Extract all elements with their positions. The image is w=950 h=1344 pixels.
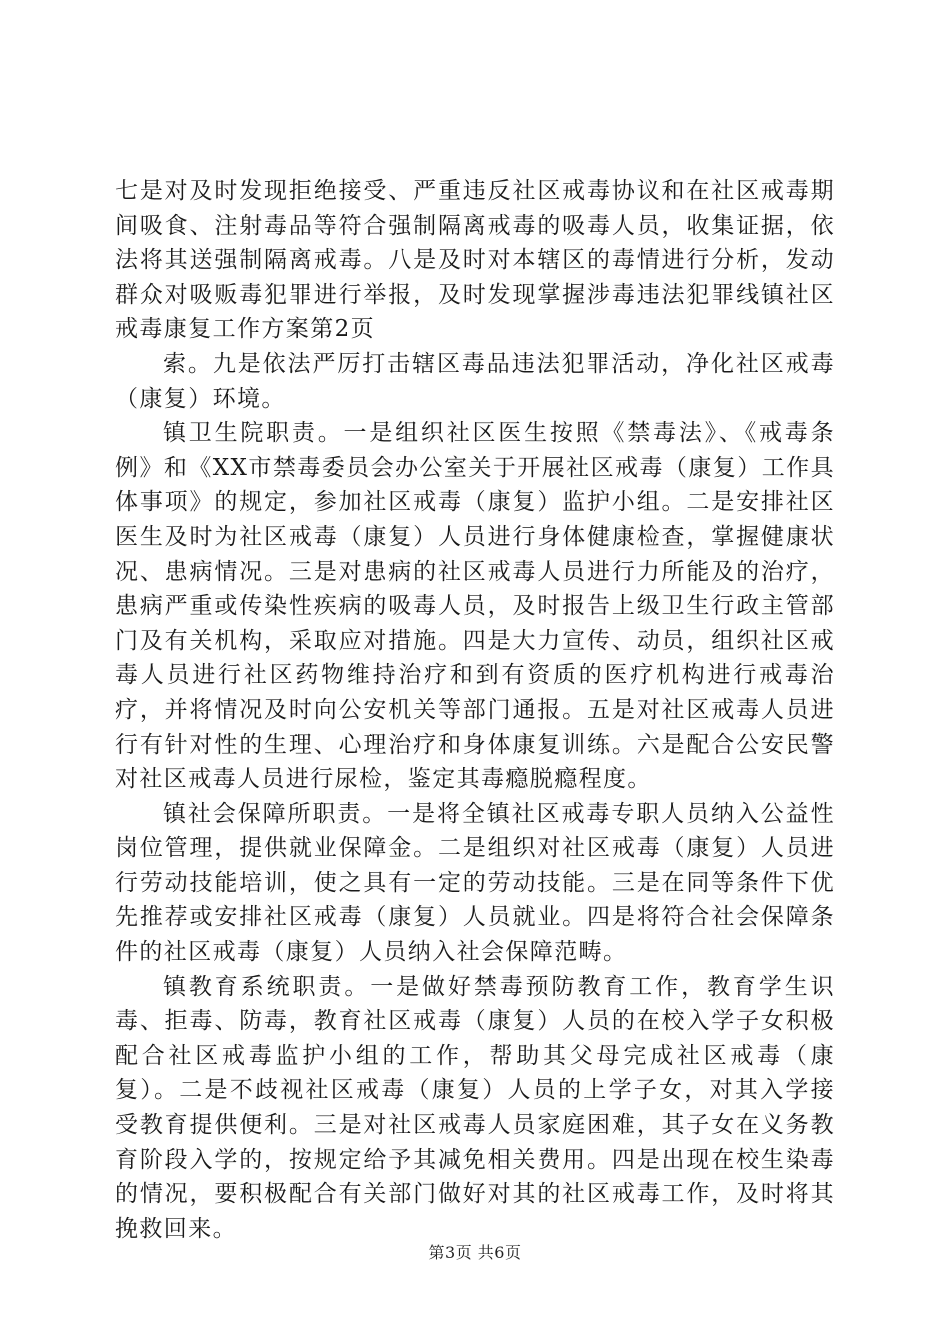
paragraph-4: 镇社会保障所职责。一是将全镇社区戒毒专职人员纳入公益性岗位管理，提供就业保障金。二是组织对社区戒毒（康复）人员进行劳动技能培训，使之具有一定的劳动技能。三是在同等条件下优先推荐或安排社区戒毒（康复）人员就业。四是将符合社会保障条件的社区戒毒（康复）人员纳入社会保障范畴。 — [115, 800, 835, 966]
page-footer: 第3页 共6页 — [428, 1243, 522, 1262]
paragraph-1: 七是对及时发现拒绝接受、严重违反社区戒毒协议和在社区戒毒期间吸食、注射毒品等符合强制隔离戒毒的吸毒人员，收集证据，依法将其送强制隔离戒毒。八是及时对本辖区的毒情进行分析，发动群众对吸贩毒犯罪进行举报，及时发现掌握涉毒违法犯罪线镇社区戒毒康复工作方案第2页 — [115, 178, 835, 343]
paragraph-5: 镇教育系统职责。一是做好禁毒预防教育工作，教育学生识毒、拒毒、防毒，教育社区戒毒（康复）人员的在校入学子女积极配合社区戒毒监护小组的工作，帮助其父母完成社区戒毒（康复）。二是不歧视社区戒毒（康复）人员的上学子女，对其入学接受教育提供便利。三是对社区戒毒人员家庭困难，其子女在义务教育阶段入学的，按规定给予其减免相关费用。四是出现在校生染毒的情况，要积极配合有关部门做好对其的社区戒毒工作，及时将其挽救回来。 — [115, 973, 835, 1242]
paragraph-2: 索。九是依法严厉打击辖区毒品违法犯罪活动，净化社区戒毒（康复）环境。 — [115, 350, 835, 412]
document-body — [115, 174, 835, 1246]
paragraph-3: 镇卫生院职责。一是组织社区医生按照《禁毒法》、《戒毒条例》和《XX市禁毒委员会办公室关于开展社区戒毒（康复）工作具体事项》的规定，参加社区戒毒（康复）监护小组。二是安排社区医生及时为社区戒毒（康复）人员进行身体健康检查，掌握健康状况、患病情况。三是对患病的社区戒毒人员进行力所能及的治疗，患病严重或传染性疾病的吸毒人员，及时报告上级卫生行政主管部门及有关机构，采取应对措施。四是大力宣传、动员，组织社区戒毒人员进行社区药物维持治疗和到有资质的医疗机构进行戒毒治疗，并将情况及时向公安机关等部门通报。五是对社区戒毒人员进行有针对性的生理、心理治疗和身体康复训练。六是配合公安民警对社区戒毒人员进行尿检，鉴定其毒瘾脱瘾程度。 — [115, 420, 835, 793]
